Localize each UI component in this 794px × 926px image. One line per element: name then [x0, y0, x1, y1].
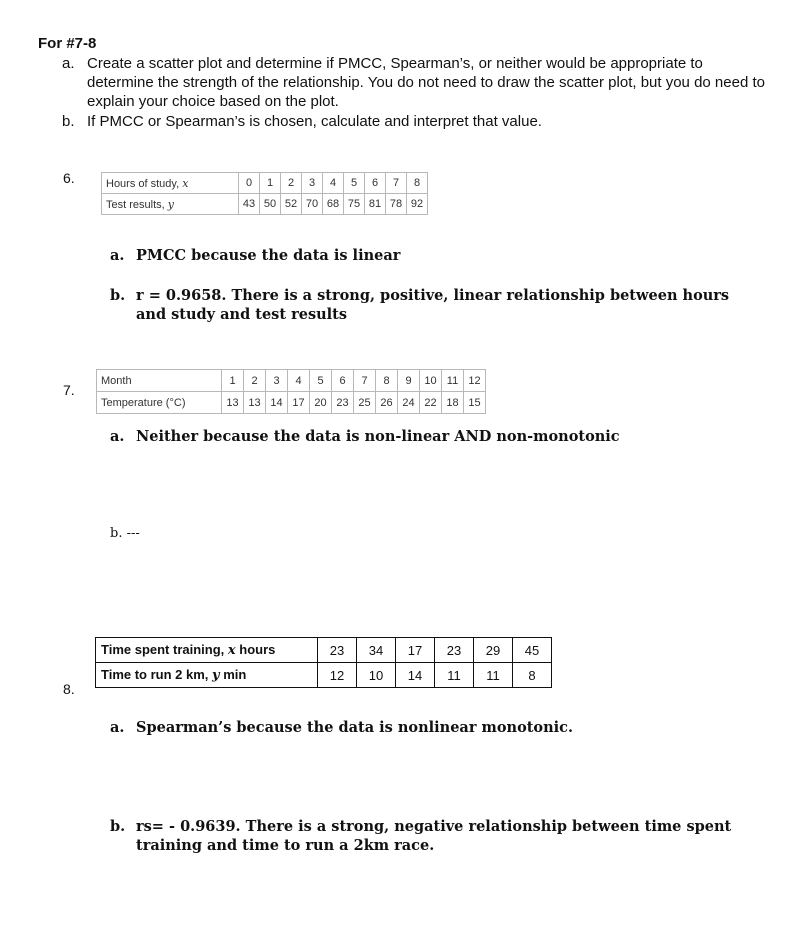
q8-answer-b-text: rs= - 0.9639. There is a strong, negative relationship between time spent training and time to run a 2km race. — [136, 818, 732, 854]
table-cell: 3 — [302, 173, 323, 194]
table-cell: 26 — [376, 392, 398, 414]
table-cell: 20 — [310, 392, 332, 414]
table-cell: 11 — [435, 663, 474, 688]
table-cell: 5 — [310, 370, 332, 392]
table-cell: 10 — [420, 370, 442, 392]
table-cell: 22 — [420, 392, 442, 414]
q6-answer-b — [110, 286, 760, 324]
table-cell: 25 — [354, 392, 376, 414]
table-cell: 34 — [357, 638, 396, 663]
table-cell: 10 — [357, 663, 396, 688]
q8-row2-label: Time to run 2 km, y min — [96, 663, 318, 688]
table-cell: 52 — [281, 194, 302, 215]
table-cell: 2 — [244, 370, 266, 392]
q6-data-table — [101, 172, 428, 215]
q6-answer-a-text: PMCC because the data is linear — [136, 247, 401, 264]
table-cell: 17 — [288, 392, 310, 414]
table-cell: 14 — [266, 392, 288, 414]
q8-answer-a — [110, 718, 760, 737]
table-cell: 4 — [323, 173, 344, 194]
q6-answer-a-letter: a. — [110, 247, 125, 264]
q8-data-table — [95, 637, 552, 688]
question-7-number: 7. — [63, 382, 75, 398]
table-cell: 23 — [332, 392, 354, 414]
table-cell: 8 — [513, 663, 552, 688]
table-cell: 0 — [239, 173, 260, 194]
q7-answer-a-text: Neither because the data is non-linear AND non-monotonic — [136, 428, 620, 445]
q7-data-table — [96, 369, 486, 414]
table-cell: 45 — [513, 638, 552, 663]
table-cell: 1 — [260, 173, 281, 194]
table-cell: 92 — [407, 194, 428, 215]
table-cell: 3 — [266, 370, 288, 392]
table-cell: 15 — [464, 392, 486, 414]
q7-answer-b: b. --- — [110, 526, 140, 541]
q8-answer-a-text: Spearman’s because the data is nonlinear monotonic. — [136, 719, 574, 736]
table-cell: 18 — [442, 392, 464, 414]
q8-answer-b — [110, 817, 760, 855]
q8-answer-b-letter: b. — [110, 818, 126, 835]
table-cell: 70 — [302, 194, 323, 215]
table-cell: 8 — [407, 173, 428, 194]
q7-row1-label: Month — [97, 370, 222, 392]
table-cell: 23 — [435, 638, 474, 663]
table-cell: 6 — [365, 173, 386, 194]
q6-answer-b-letter: b. — [110, 287, 126, 304]
instruction-a-letter: a. — [62, 55, 75, 72]
question-6-number: 6. — [63, 170, 75, 186]
question-8-number: 8. — [63, 681, 75, 697]
table-cell: 68 — [323, 194, 344, 215]
table-cell: 29 — [474, 638, 513, 663]
table-cell: 17 — [396, 638, 435, 663]
q6-row1-label: Hours of study, x — [102, 173, 239, 194]
q6-answer-b-text: r = 0.9658. There is a strong, positive, linear relationship between hours and study and test results — [136, 287, 730, 323]
table-cell: 13 — [244, 392, 266, 414]
instruction-b-text: If PMCC or Spearman’s is chosen, calculate and interpret that value. — [87, 113, 542, 130]
instruction-a-text: Create a scatter plot and determine if PMCC, Spearman’s, or neither would be appropriate to determine the strength of the relationship. You do not need to draw the scatter plot, but you do need to explain your choice based on the plot. — [87, 55, 765, 110]
table-cell: 23 — [318, 638, 357, 663]
table-cell: 43 — [239, 194, 260, 215]
table-cell: 2 — [281, 173, 302, 194]
q8-answer-a-letter: a. — [110, 719, 125, 736]
q6-answer-a — [110, 246, 760, 265]
q7-row2-label: Temperature (°C) — [97, 392, 222, 414]
table-cell: 7 — [386, 173, 407, 194]
table-cell: 75 — [344, 194, 365, 215]
q7-answer-a — [110, 427, 760, 446]
section-title: For #7-8 — [38, 35, 97, 52]
table-cell: 11 — [442, 370, 464, 392]
q6-row2-label: Test results, y — [102, 194, 239, 215]
table-cell: 14 — [396, 663, 435, 688]
instruction-a — [62, 54, 772, 111]
table-cell: 12 — [464, 370, 486, 392]
instruction-b-letter: b. — [62, 113, 75, 130]
table-cell: 78 — [386, 194, 407, 215]
table-cell: 5 — [344, 173, 365, 194]
table-cell: 11 — [474, 663, 513, 688]
table-cell: 13 — [222, 392, 244, 414]
table-cell: 8 — [376, 370, 398, 392]
q8-row1-label: Time spent training, x hours — [96, 638, 318, 663]
table-cell: 6 — [332, 370, 354, 392]
table-cell: 9 — [398, 370, 420, 392]
table-cell: 12 — [318, 663, 357, 688]
q7-answer-a-letter: a. — [110, 428, 125, 445]
instruction-b — [62, 112, 772, 131]
table-cell: 4 — [288, 370, 310, 392]
table-cell: 1 — [222, 370, 244, 392]
table-cell: 24 — [398, 392, 420, 414]
table-cell: 7 — [354, 370, 376, 392]
table-cell: 81 — [365, 194, 386, 215]
table-cell: 50 — [260, 194, 281, 215]
